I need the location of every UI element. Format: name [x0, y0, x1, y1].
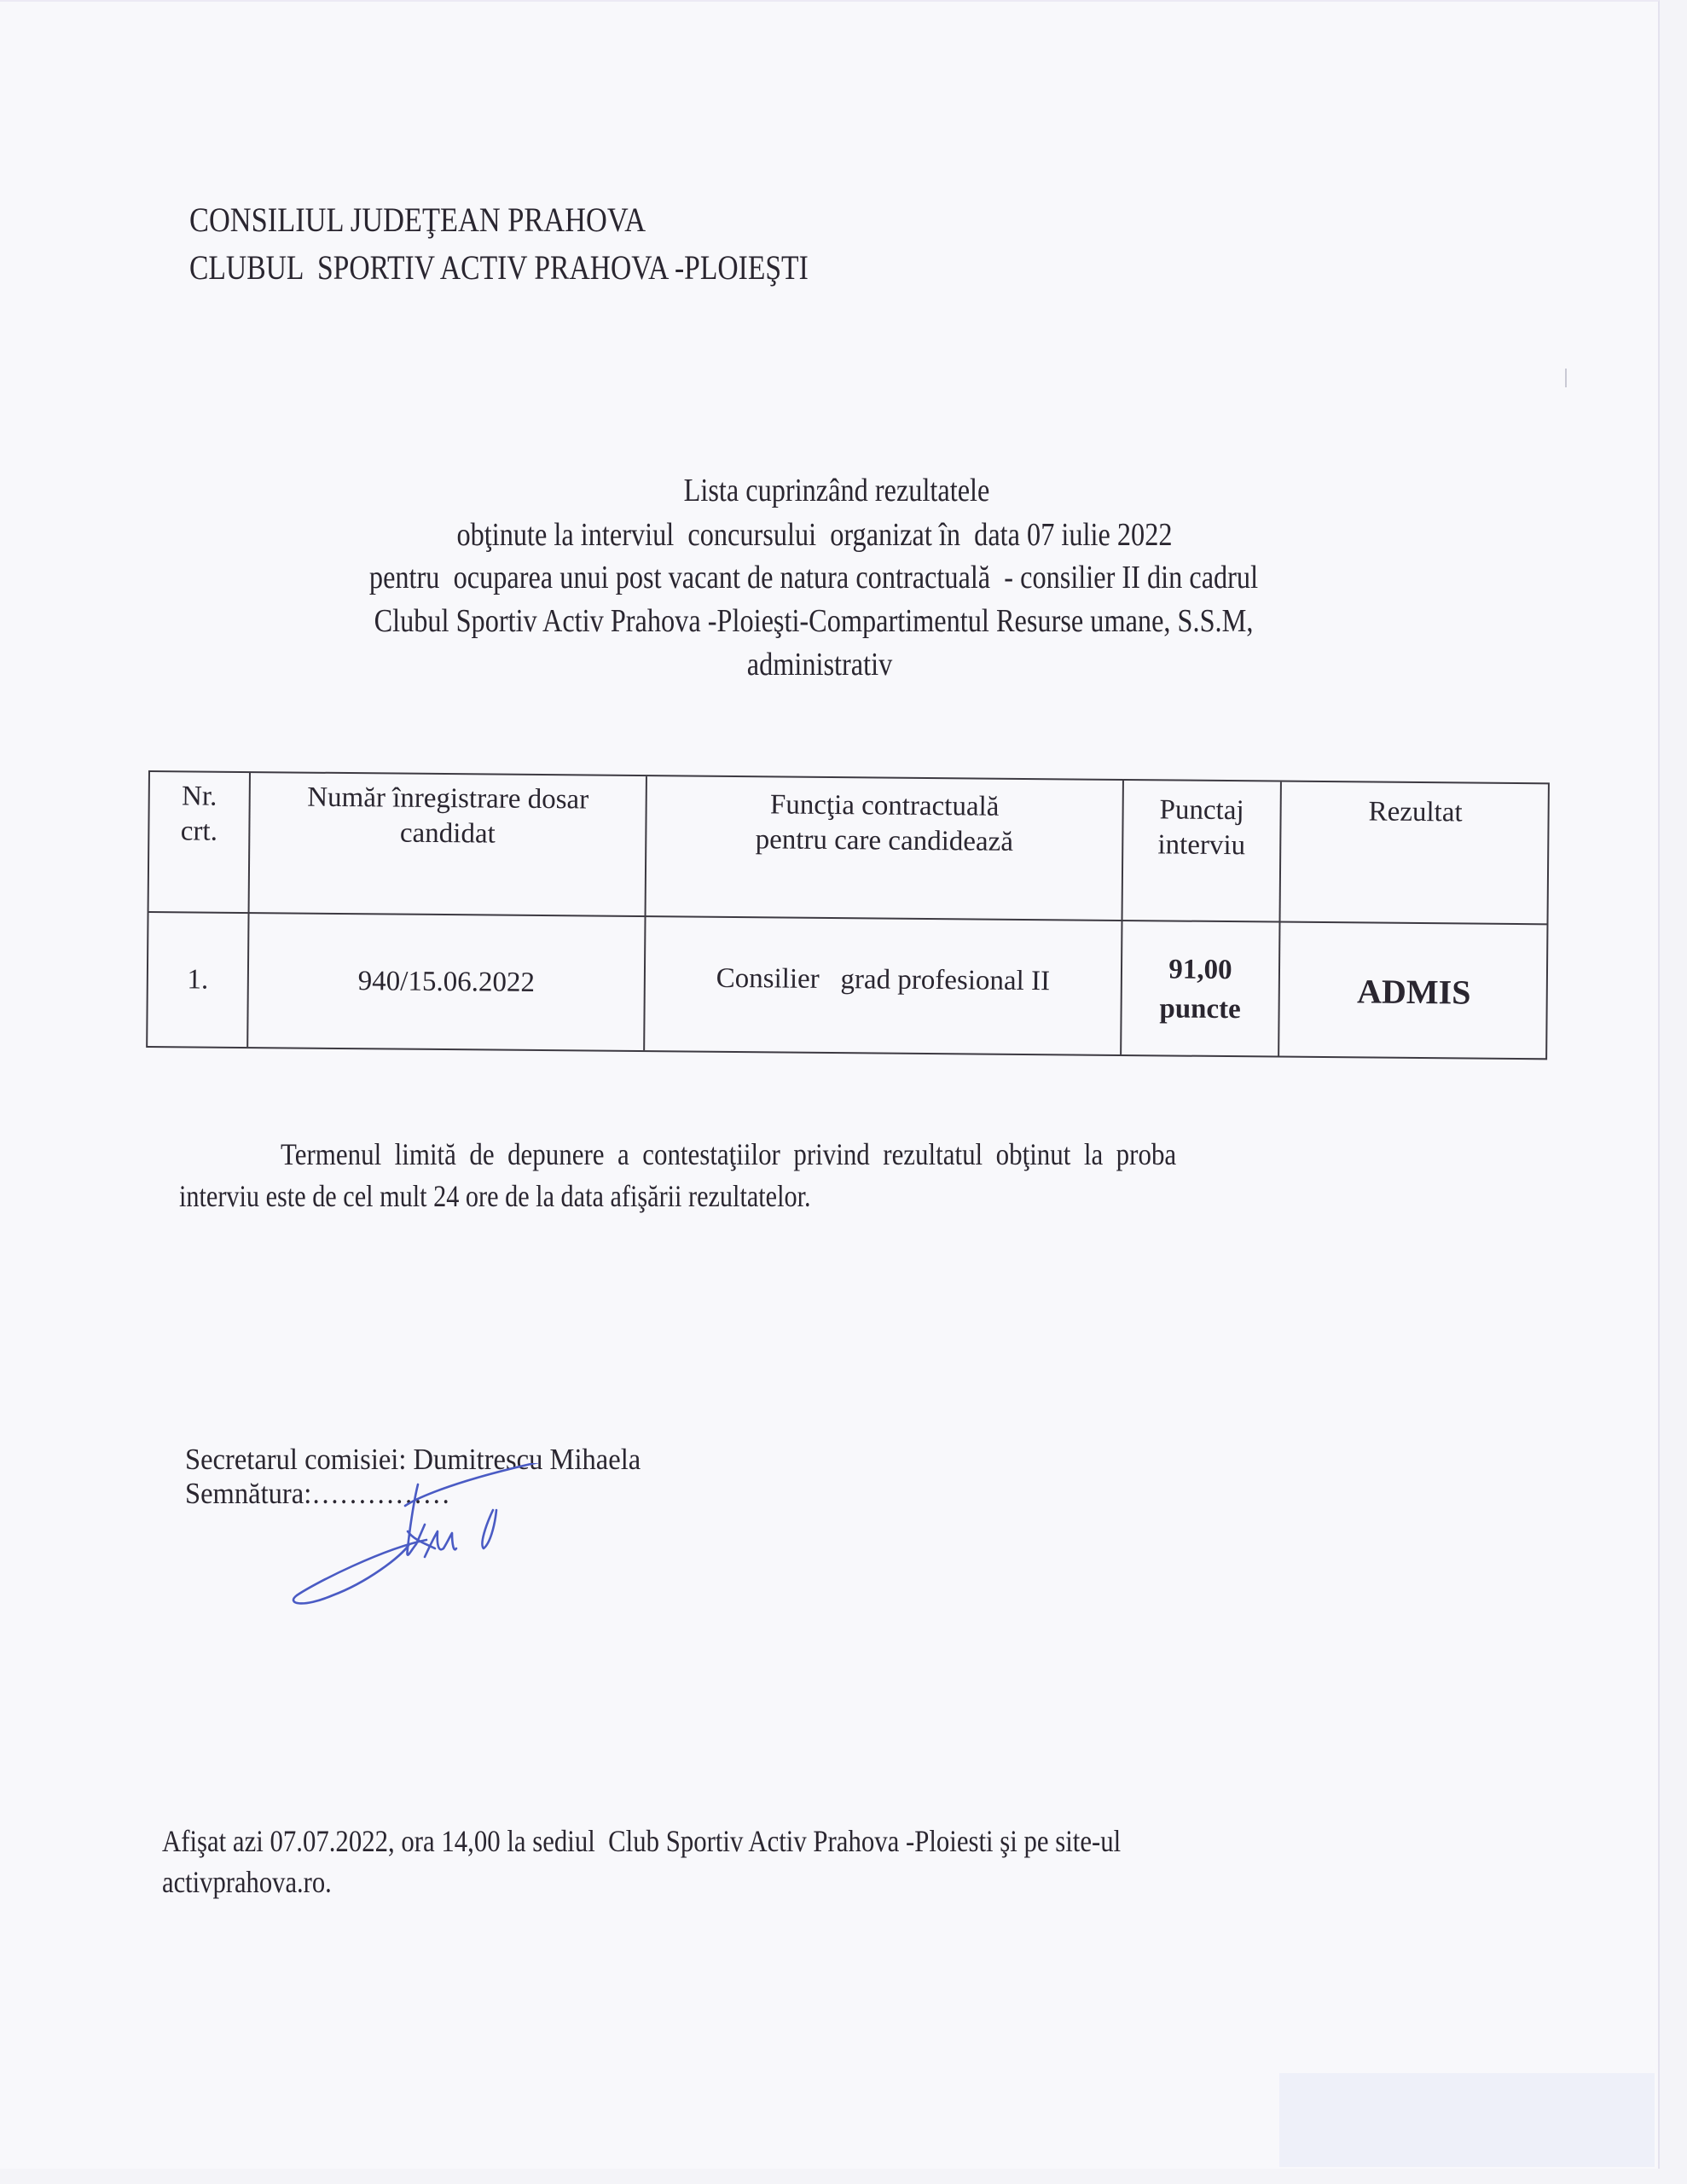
- header-rezultat: Rezultat: [1368, 796, 1463, 828]
- scan-shading: [1279, 2073, 1655, 2167]
- secretary-name: Secretarul comisiei: Dumitrescu Mihaela: [185, 1443, 641, 1476]
- club-name: CLUBUL SPORTIV ACTIV PRAHOVA -PLOIEŞTI: [189, 248, 809, 287]
- signature-stroke: [425, 1531, 456, 1557]
- table-header-divider: [149, 911, 1547, 925]
- header-numar-dosar: Număr înregistrare dosar candidat: [307, 781, 589, 850]
- header-functia: Funcţia contractuală pentru care candidează: [755, 789, 1014, 857]
- row-functia: Consilier grad profesional II: [716, 962, 1051, 997]
- website-link[interactable]: activprahova.ro.: [162, 1865, 332, 1899]
- handwritten-signature: [281, 1463, 571, 1617]
- signature-stroke: [293, 1540, 426, 1603]
- title-line-3: pentru ocuparea unui post vacant de natura contractuală - consilier II din cadrul: [368, 560, 1259, 595]
- contestation-notice-line-2: interviu este de cel mult 24 ore de la data afişării rezultatelor.: [179, 1179, 811, 1213]
- scan-artifact: [1565, 369, 1567, 387]
- contestation-notice-line-1: Termenul limită de depunere a contestaţiilor privind rezultatul obţinut la proba: [281, 1137, 1177, 1171]
- row-punctaj: 91,00 puncte: [1159, 954, 1241, 1025]
- title-line-1: Lista cuprinzând rezultatele: [683, 473, 990, 508]
- signature-stroke: [405, 1463, 554, 1506]
- header-nr-crt: Nr. crt.: [180, 781, 218, 847]
- title-line-4: Clubul Sportiv Activ Prahova -Ploieşti-Compartimentul Resurse umane, S.S.M,: [374, 603, 1254, 639]
- signature-stroke: [482, 1510, 496, 1548]
- row-rezultat: ADMIS: [1356, 972, 1471, 1012]
- header-punctaj: Punctaj interviu: [1157, 794, 1246, 862]
- signature-label: Semnătura:……………: [185, 1477, 450, 1510]
- posting-info-line-1: Afişat azi 07.07.2022, ora 14,00 la sediul Club Sportiv Activ Prahova -Ploiesti şi pe site-ul: [162, 1824, 1122, 1858]
- title-line-5: administrativ: [746, 647, 893, 682]
- institution-name: CONSILIUL JUDEŢEAN PRAHOVA: [189, 200, 646, 239]
- title-line-2: obţinute la interviul concursului organizat în data 07 iulie 2022: [456, 517, 1173, 553]
- row-nr: 1.: [187, 964, 209, 996]
- results-table: [146, 770, 1550, 1060]
- row-dosar: 940/15.06.2022: [357, 966, 536, 998]
